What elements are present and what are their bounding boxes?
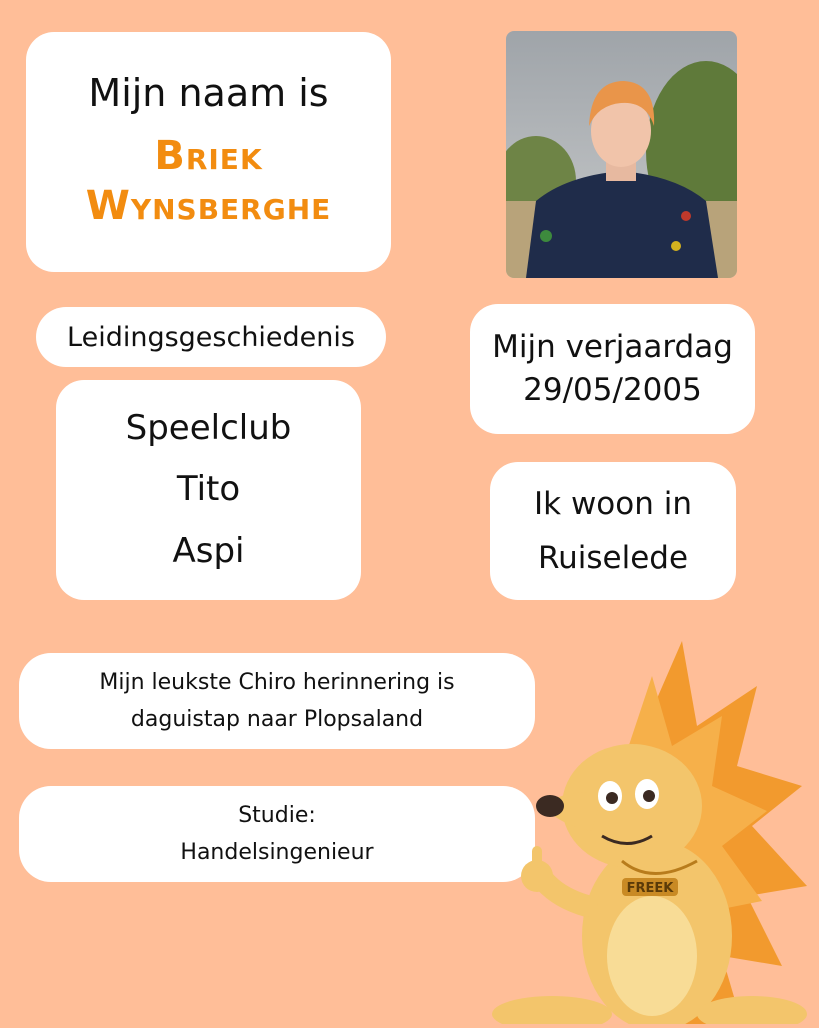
home-label: Ik woon in xyxy=(534,485,692,522)
history-card xyxy=(56,380,361,600)
memory-line: Mijn leukste Chiro herinnering is xyxy=(99,669,455,695)
hedgehog-mascot-icon xyxy=(482,636,819,1024)
memory-line: daguistap naar Plopsaland xyxy=(130,707,424,732)
profile-photo xyxy=(506,31,737,278)
birthday-date: 29/05/2005 xyxy=(523,372,702,408)
history-item: Speelclub xyxy=(125,408,292,449)
birthday-label: Mijn verjaardag xyxy=(492,328,733,365)
home-place: Ruiselede xyxy=(537,540,689,576)
last-name: Wynsberghe xyxy=(85,182,332,229)
history-item: Tito xyxy=(176,469,241,510)
birthday-card xyxy=(470,304,755,434)
name-intro: Mijn naam is xyxy=(88,71,329,116)
history-item: Aspi xyxy=(172,530,245,571)
necklace-text: FREEK xyxy=(626,881,674,896)
memory-card xyxy=(19,653,535,749)
first-name: Briek xyxy=(154,132,263,179)
history-label: Leidingsgeschiedenis xyxy=(36,307,386,367)
home-card xyxy=(490,462,736,600)
study-value: Handelsingenieur xyxy=(180,840,374,865)
name-card xyxy=(26,32,391,272)
study-label: Studie: xyxy=(238,802,316,828)
study-card xyxy=(19,786,535,882)
